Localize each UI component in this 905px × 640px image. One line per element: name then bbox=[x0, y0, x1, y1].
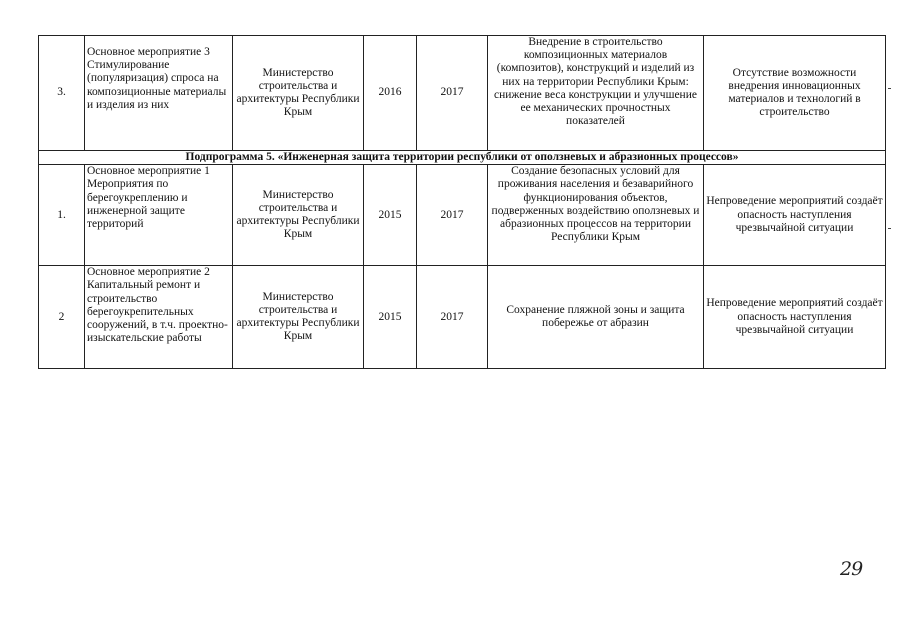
expected-result: Внедрение в строительство композиционных материалов (композитов), конструкций и изделий из них на территории Республики Крым: снижение веса конструкции и улучшение ее механических прочностных показателей bbox=[488, 36, 704, 151]
executor: Министерство строительства и архитектуры Республики Крым bbox=[233, 165, 364, 266]
table-row bbox=[39, 266, 886, 369]
end-year: 2017 bbox=[417, 36, 488, 151]
non-implementation-risk: Непроведение мероприятий создаёт опасность наступления чрезвычайной ситуации bbox=[704, 165, 886, 266]
table-row bbox=[39, 36, 886, 151]
non-implementation-risk: Непроведение мероприятий создаёт опасность наступления чрезвычайной ситуации bbox=[704, 266, 886, 369]
measures-table bbox=[38, 35, 886, 369]
start-year: 2015 bbox=[364, 165, 417, 266]
start-year: 2016 bbox=[364, 36, 417, 151]
measure-name: Основное мероприятие 2 Капитальный ремонт и строительство берегоукрепительных сооружений, в т.ч. проектно-изыскательские работы bbox=[85, 266, 233, 369]
scan-mark bbox=[888, 88, 891, 89]
end-year: 2017 bbox=[417, 266, 488, 369]
executor: Министерство строительства и архитектуры Республики Крым bbox=[233, 266, 364, 369]
non-implementation-risk: Отсутствие возможности внедрения инновационных материалов и технологий в строительство bbox=[704, 36, 886, 151]
page-number: 29 bbox=[840, 558, 863, 580]
end-year: 2017 bbox=[417, 165, 488, 266]
subprogram-row bbox=[39, 151, 886, 165]
row-number: 3. bbox=[39, 36, 85, 151]
expected-result: Сохранение пляжной зоны и защита побережье от абразин bbox=[488, 266, 704, 369]
measure-name: Основное мероприятие 1 Мероприятия по берегоукреплению и инженерной защите территорий bbox=[85, 165, 233, 266]
table-row bbox=[39, 165, 886, 266]
row-number: 2 bbox=[39, 266, 85, 369]
executor: Министерство строительства и архитектуры Республики Крым bbox=[233, 36, 364, 151]
subprogram-title: Подпрограмма 5. «Инженерная защита территории республики от оползневых и абразионных процессов» bbox=[39, 151, 886, 165]
measure-name: Основное мероприятие 3 Стимулирование (популяризация) спроса на композиционные материалы и изделия из них bbox=[85, 36, 233, 151]
row-number: 1. bbox=[39, 165, 85, 266]
expected-result: Создание безопасных условий для проживания населения и безаварийного функционирования объектов, подверженных воздействию оползневых и абразионных процессов на территории Республики Крым bbox=[488, 165, 704, 266]
start-year: 2015 bbox=[364, 266, 417, 369]
scan-mark bbox=[888, 228, 891, 229]
